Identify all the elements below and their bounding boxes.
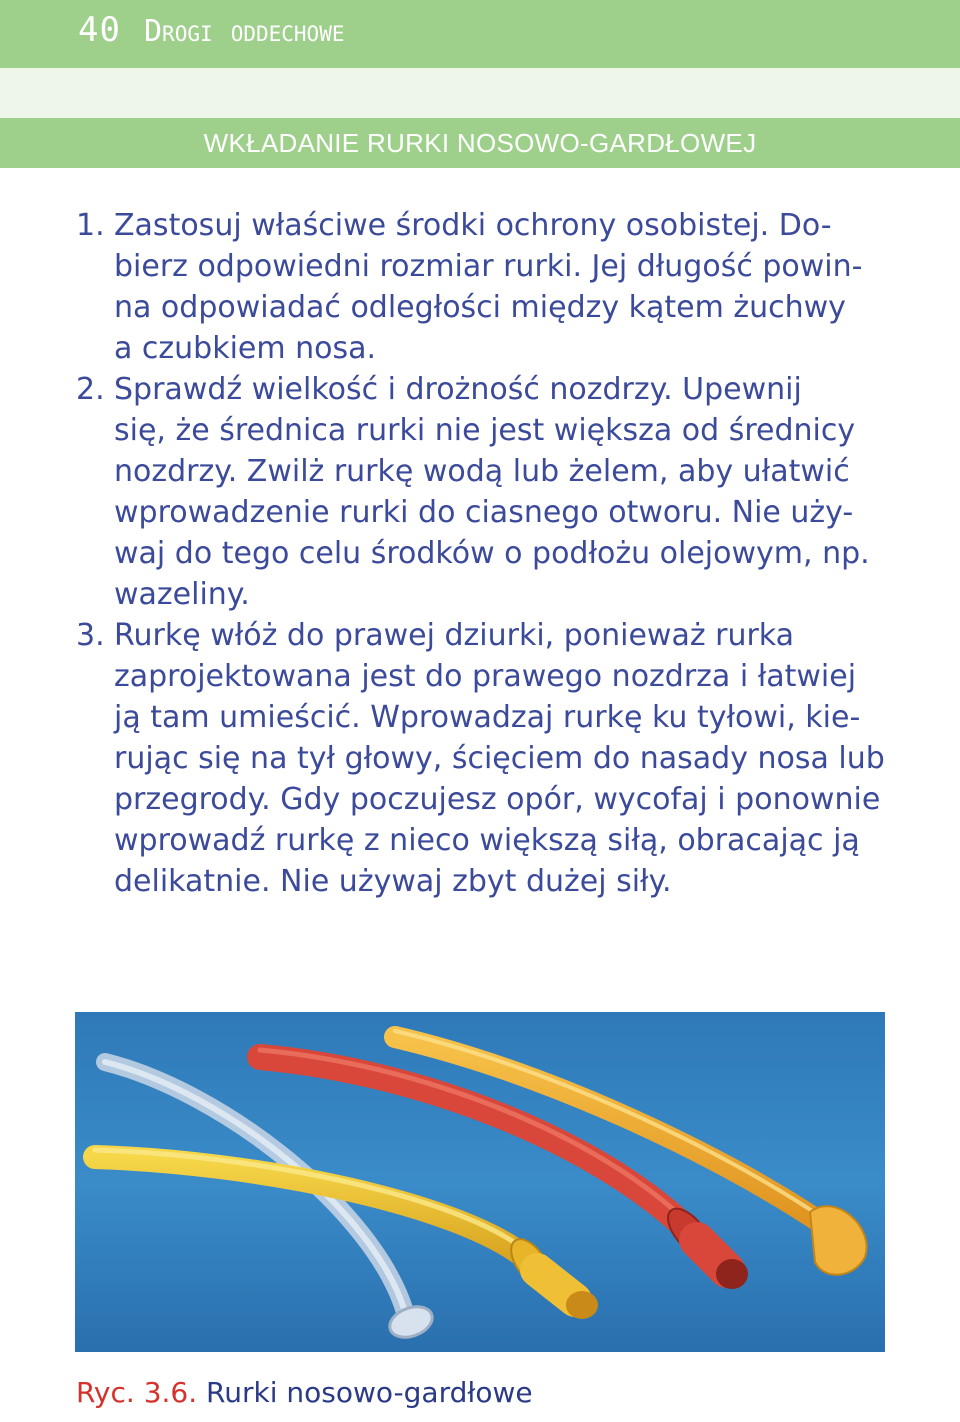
step-line: a czubkiem nosa. (114, 331, 377, 366)
step-item (76, 205, 888, 369)
figure-caption (76, 1376, 533, 1409)
steps-list (76, 205, 888, 902)
step-line: zaprojektowana jest do prawego nozdrza i łatwiej (114, 659, 857, 694)
caption-text: Rurki nosowo-gardłowe (206, 1376, 533, 1409)
step-line: nozdrzy. Zwilż rurkę wodą lub żelem, aby ułatwić (114, 454, 850, 489)
step-number: 3. (76, 618, 105, 653)
nasopharyngeal-tubes-illustration (75, 1012, 885, 1352)
step-line: Sprawdź wielkość i drożność nozdrzy. Upewnij (114, 372, 802, 407)
step-number: 1. (76, 208, 105, 243)
section-title: WKŁADANIE RURKI NOSOWO-GARDŁOWEJ (203, 128, 757, 158)
step-text (114, 615, 888, 902)
step-line: Rurkę włóż do prawej dziurki, ponieważ rurka (114, 618, 795, 653)
step-line: ją tam umieścić. Wprowadzaj rurkę ku tyłowi, kie- (114, 700, 861, 735)
step-number: 2. (76, 372, 105, 407)
step-line: wazeliny. (114, 577, 250, 612)
step-line: na odpowiadać odległości między kątem żuchwy (114, 290, 846, 325)
step-line: Zastosuj właściwe środki ochrony osobistej. Do- (114, 208, 832, 243)
step-line: delikatnie. Nie używaj zbyt dużej siły. (114, 864, 672, 899)
step-text (114, 369, 888, 615)
step-item (76, 615, 888, 902)
page-number: 40 (78, 10, 121, 50)
step-line: się, że średnica rurki nie jest większa od średnicy (114, 413, 856, 448)
step-line: wprowadzenie rurki do ciasnego otworu. Nie uży- (114, 495, 854, 530)
step-text (114, 205, 888, 369)
step-line: bierz odpowiedni rozmiar rurki. Jej długość powin- (114, 249, 863, 284)
caption-label: Ryc. 3.6. (76, 1376, 198, 1409)
step-line: waj do tego celu środków o podłożu olejowym, np. (114, 536, 870, 571)
step-line: wprowadź rurkę z nieco większą siłą, obracając ją (114, 823, 860, 858)
header-divider-band (0, 68, 960, 118)
step-line: rując się na tył głowy, ścięciem do nasady nosa lub (114, 741, 885, 776)
step-line: przegrody. Gdy poczujesz opór, wycofaj i ponownie (114, 782, 881, 817)
chapter-title: Drogi oddechowe (144, 14, 345, 49)
figure-photo (75, 1012, 885, 1352)
step-item (76, 369, 888, 615)
